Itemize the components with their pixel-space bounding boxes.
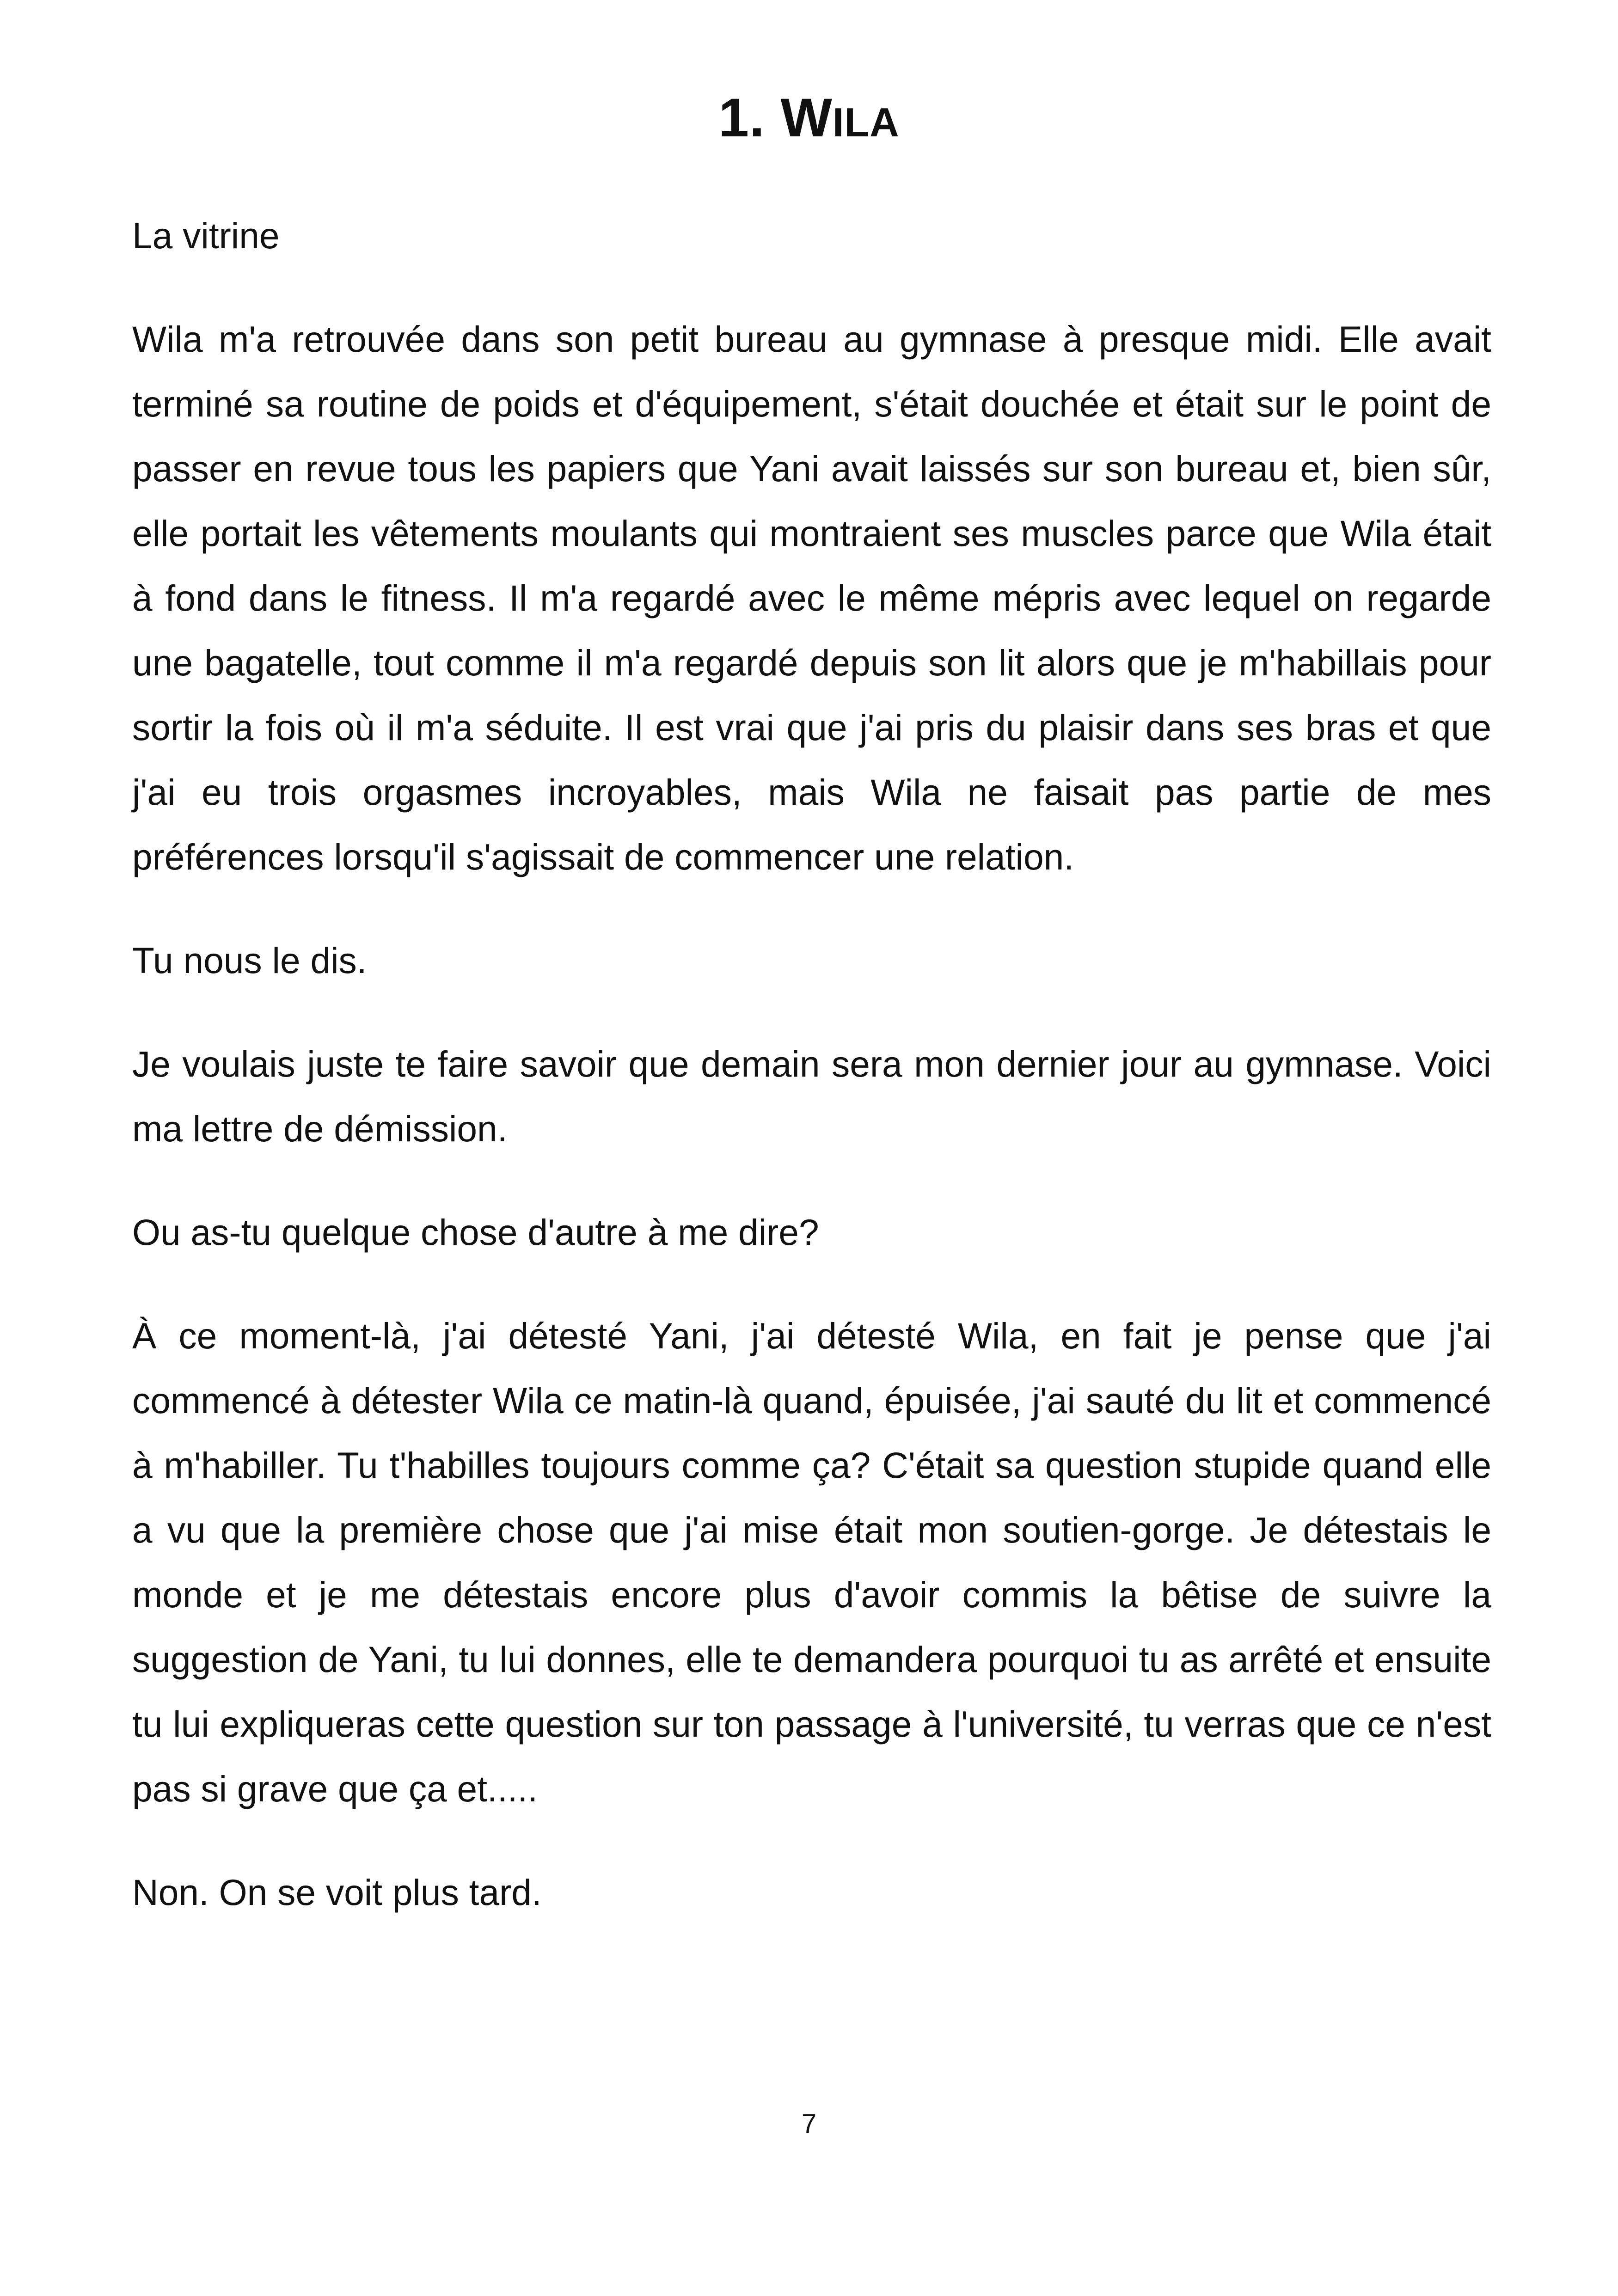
paragraph: Ou as-tu quelque chose d'autre à me dire? bbox=[132, 1212, 819, 1253]
chapter-title-initial: W bbox=[780, 87, 833, 148]
body-text bbox=[132, 203, 1491, 1964]
chapter-title-rest: ILA bbox=[832, 99, 900, 145]
paragraph: À ce moment-là, j'ai détesté Yani, j'ai détesté Wila, en fait je pense que j'ai commencé à détester Wila ce matin-là quand, épuisée, j'ai sauté du lit et commencé à m'habiller. Tu t'habilles toujours comme ça? C'était sa question stupide quand elle a vu que la première chose que j'ai mise était mon soutien-gorge. Je détestais le monde et je me détestais encore plus d'avoir commis la bêtise de suivre la suggestion de Yani, tu lui donnes, elle te demandera pourquoi tu as arrêté et ensuite tu lui expliqueras cette question sur ton passage à l'université, tu verras que ce n'est pas si grave que ça et..... bbox=[132, 1316, 1491, 1809]
paragraph-subtitle: La vitrine bbox=[132, 215, 280, 256]
paragraph: Wila m'a retrouvée dans son petit bureau au gymnase à presque midi. Elle avait terminé sa routine de poids et d'équipement, s'était douchée et était sur le point de passer en revue tous les papiers que Yani avait laissés sur son bureau et, bien sûr, elle portait les vêtements moulants qui montraient ses muscles parce que Wila était à fond dans le fitness. Il m'a regardé avec le même mépris avec lequel on regarde une bagatelle, tout comme il m'a regardé depuis son lit alors que je m'habillais pour sortir la fois où il m'a séduite. Il est vrai que j'ai pris du plaisir dans ses bras et que j'ai eu trois orgasmes incroyables, mais Wila ne faisait pas partie de mes préférences lorsqu'il s'agissait de commencer une relation. bbox=[132, 319, 1491, 877]
paragraph: Tu nous le dis. bbox=[132, 940, 367, 981]
chapter-title bbox=[0, 86, 1618, 155]
paragraph: Je voulais juste te faire savoir que demain sera mon dernier jour au gymnase. Voici ma lettre de démission. bbox=[132, 1044, 1491, 1149]
page-number: 7 bbox=[801, 2109, 817, 2139]
paragraph: Non. On se voit plus tard. bbox=[132, 1872, 542, 1913]
chapter-number: 1. bbox=[718, 87, 765, 148]
